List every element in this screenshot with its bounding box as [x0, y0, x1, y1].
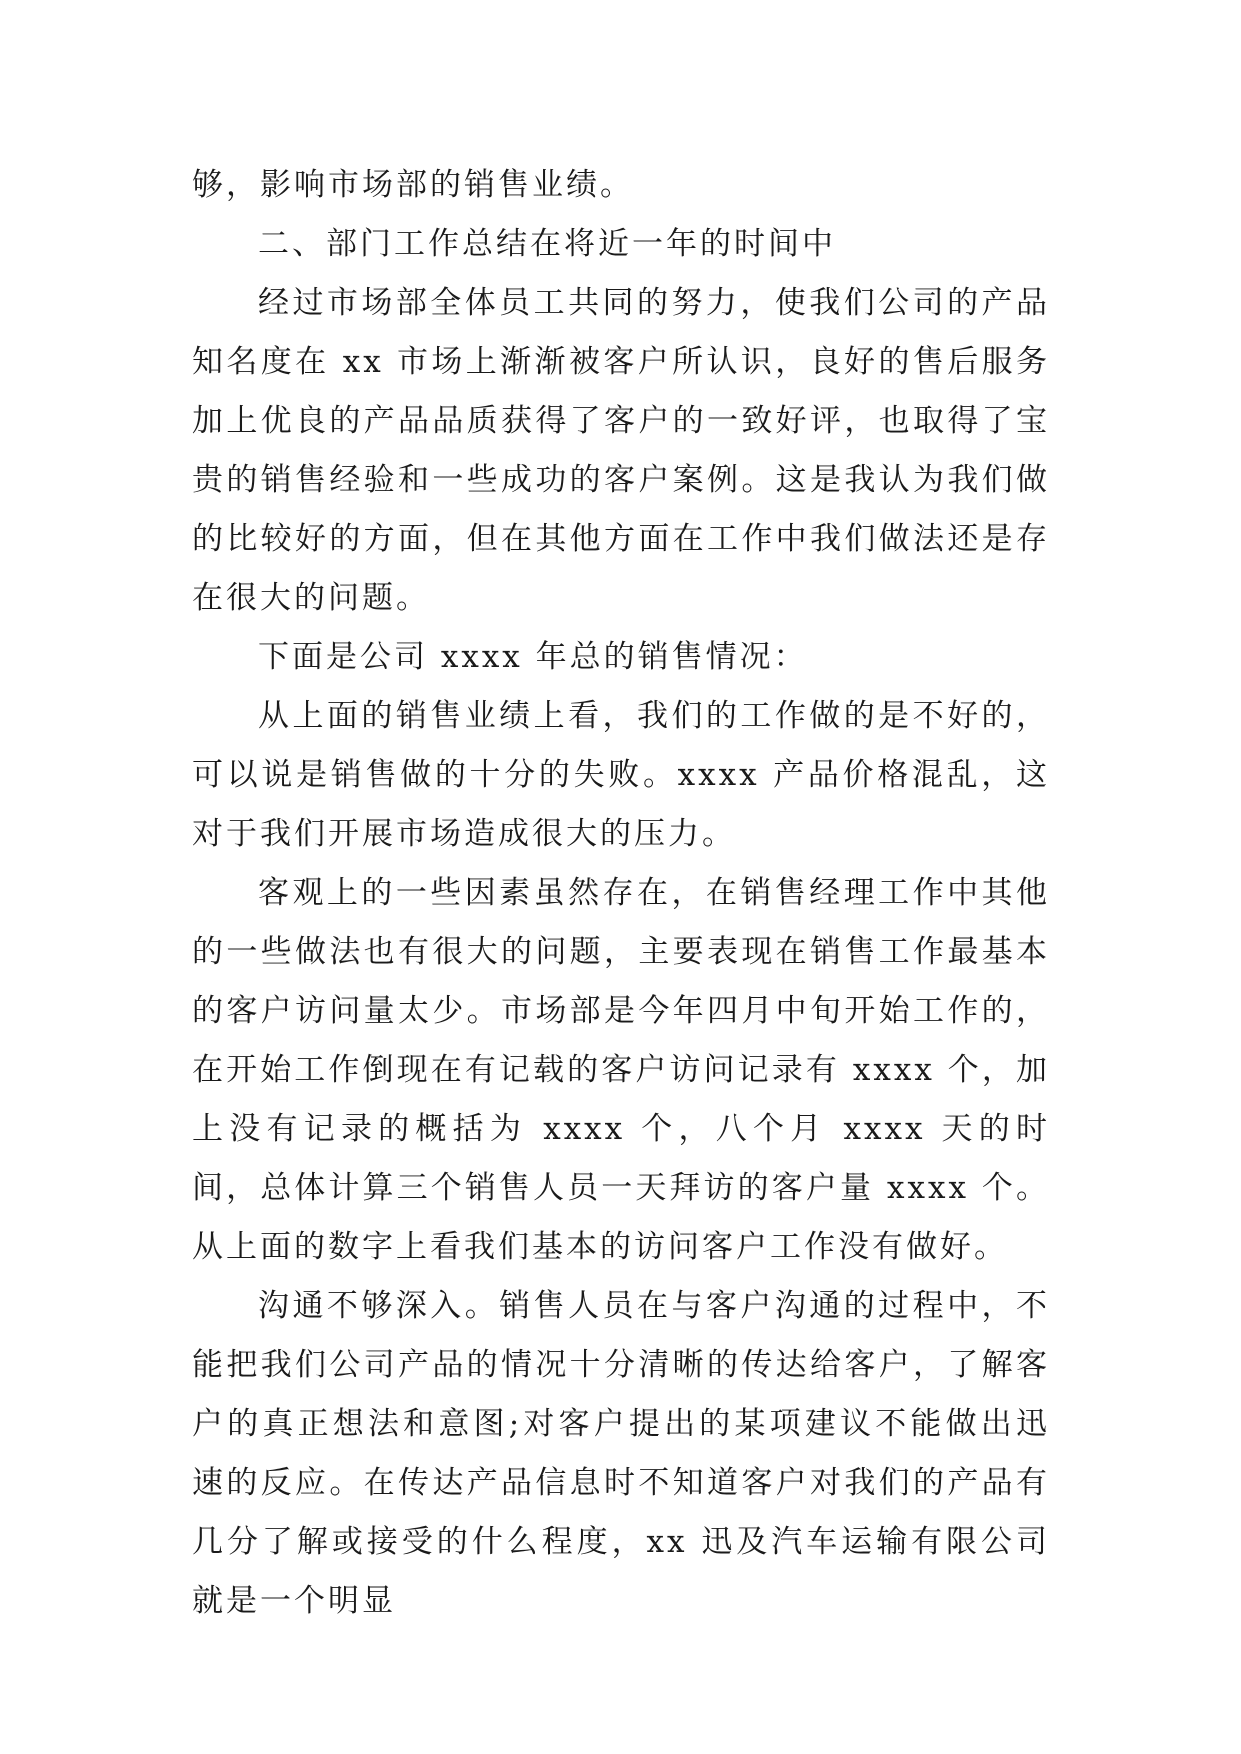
paragraph: 从上面的销售业绩上看，我们的工作做的是不好的，可以说是销售做的十分的失败。xxxx 产品价格混乱，这对于我们开展市场造成很大的压力。	[192, 698, 1050, 852]
paragraph: 下面是公司 xxxx 年总的销售情况：	[258, 639, 808, 675]
document-body	[192, 156, 1050, 1631]
paragraph-heading: 二、部门工作总结在将近一年的时间中	[258, 226, 836, 262]
paragraph: 沟通不够深入。销售人员在与客户沟通的过程中，不能把我们公司产品的情况十分清晰的传达给客户，了解客户的真正想法和意图;对客户提出的某项建议不能做出迅速的反应。在传达产品信息时不知道客户对我们的产品有几分了解或接受的什么程度，xx 迅及汽车运输有限公司就是一个明显	[192, 1288, 1050, 1619]
paragraph: 经过市场部全体员工共同的努力，使我们公司的产品知名度在 xx 市场上渐渐被客户所认识，良好的售后服务加上优良的产品品质获得了客户的一致好评，也取得了宝贵的销售经验和一些成功的客户案例。这是我认为我们做的比较好的方面，但在其他方面在工作中我们做法还是存在很大的问题。	[192, 285, 1050, 616]
paragraph: 够，影响市场部的销售业绩。	[192, 167, 634, 203]
paragraph: 客观上的一些因素虽然存在，在销售经理工作中其他的一些做法也有很大的问题，主要表现在销售工作最基本的客户访问量太少。市场部是今年四月中旬开始工作的，在开始工作倒现在有记载的客户访问记录有 xxxx 个，加上没有记录的概括为 xxxx 个，八个月 xxxx 天的时间，总体计算三个销售人员一天拜访的客户量 xxxx 个。从上面的数字上看我们基本的访问客户工作没有做好。	[192, 875, 1050, 1265]
